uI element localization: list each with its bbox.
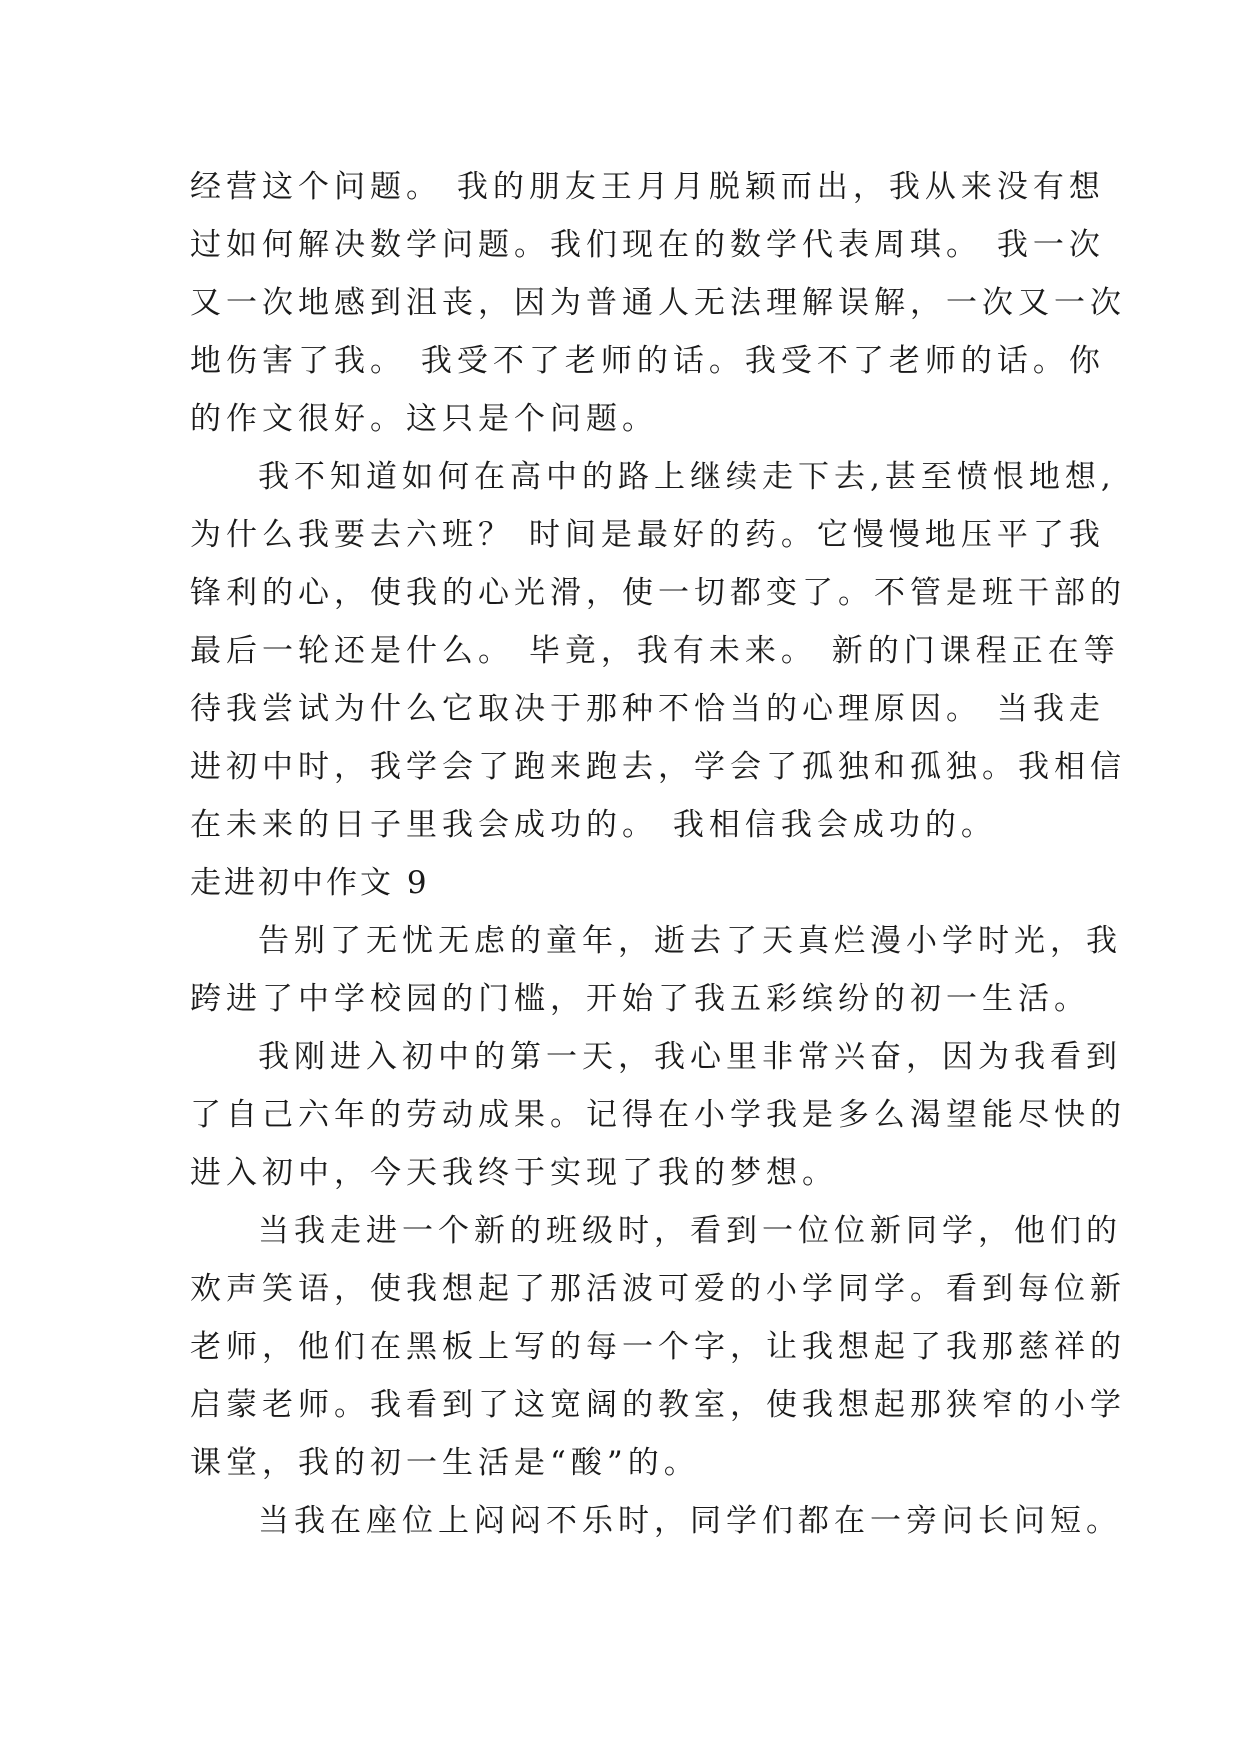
section-heading: [190, 854, 1070, 912]
text-line: 经营这个问题。 我的朋友王月月脱颖而出，我从来没有想: [190, 169, 1105, 205]
text-line: 过如何解决数学问题。我们现在的数学代表周琪。 我一次: [190, 227, 1105, 263]
text-line: 欢声笑语，使我想起了那活波可爱的小学同学。看到每位新: [190, 1271, 1126, 1307]
text-line: 的作文很好。这只是个问题。: [190, 401, 658, 437]
paragraph: [190, 1492, 1122, 1550]
text-line: 告别了无忧无虑的童年，逝去了天真烂漫小学时光，我: [258, 923, 1122, 959]
paragraph: [190, 158, 1126, 448]
text-line: 老师，他们在黑板上写的每一个字，让我想起了我那慈祥的: [190, 1329, 1126, 1365]
text-line: 当我在座位上闷闷不乐时，同学们都在一旁问长问短。: [258, 1503, 1122, 1539]
text-line: 了自己六年的劳动成果。记得在小学我是多么渴望能尽快的: [190, 1097, 1126, 1133]
paragraph: [190, 912, 1122, 1028]
paragraph: [190, 1028, 1126, 1202]
text-line: 最后一轮还是什么。 毕竟，我有未来。 新的门课程正在等: [190, 633, 1120, 669]
heading-text: 走进初中作文 9: [190, 865, 430, 901]
text-line: 在未来的日子里我会成功的。 我相信我会成功的。: [190, 807, 997, 843]
text-line: 进入初中，今天我终于实现了我的梦想。: [190, 1155, 838, 1191]
text-line: 为什么我要去六班？ 时间是最好的药。它慢慢地压平了我: [190, 517, 1105, 553]
text-line: 当我走进一个新的班级时，看到一位位新同学，他们的: [258, 1213, 1122, 1249]
text-line: 进初中时，我学会了跑来跑去，学会了孤独和孤独。我相信: [190, 749, 1126, 785]
text-line: 待我尝试为什么它取决于那种不恰当的心理原因。 当我走: [190, 691, 1105, 727]
paragraph: [190, 448, 1126, 854]
text-line: 地伤害了我。 我受不了老师的话。我受不了老师的话。你: [190, 343, 1105, 379]
paragraph: [190, 1202, 1126, 1492]
document-body: [190, 158, 1126, 1550]
text-line: 锋利的心，使我的心光滑，使一切都变了。不管是班干部的: [190, 575, 1126, 611]
text-line: 又一次地感到沮丧，因为普通人无法理解误解，一次又一次: [190, 285, 1126, 321]
text-line: 我不知道如何在高中的路上继续走下去,甚至愤恨地想,: [258, 459, 1116, 495]
text-line: 启蒙老师。我看到了这宽阔的教室，使我想起那狭窄的小学: [190, 1387, 1126, 1423]
text-line: 跨进了中学校园的门槛，开始了我五彩缤纷的初一生活。: [190, 981, 1090, 1017]
text-line: 课堂，我的初一生活是“酸”的。: [190, 1445, 700, 1481]
text-line: 我刚进入初中的第一天，我心里非常兴奋，因为我看到: [258, 1039, 1122, 1075]
